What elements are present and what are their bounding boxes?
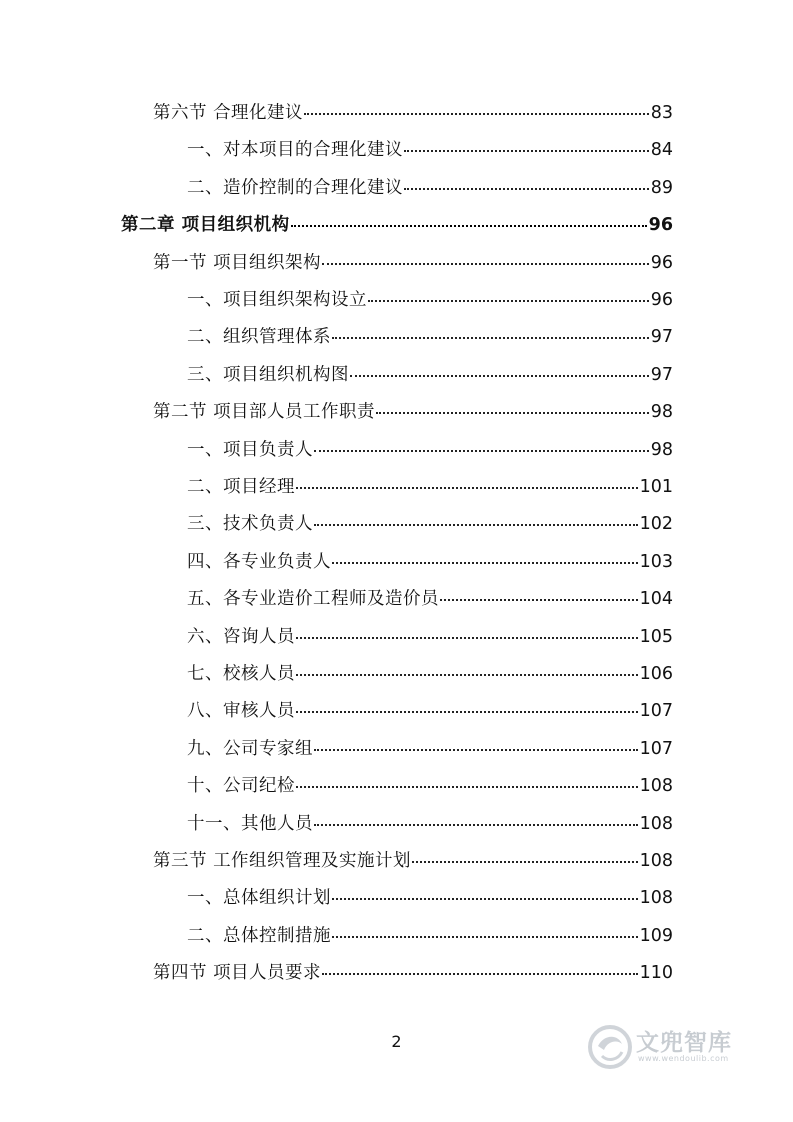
toc-entry-label: 第一节 项目组织架构 — [153, 252, 322, 273]
toc-entry-page: 96 — [650, 252, 673, 273]
toc-entry[interactable] — [187, 138, 673, 162]
toc-entry-page: 96 — [648, 215, 673, 236]
toc-entry[interactable] — [187, 587, 673, 611]
toc-entry[interactable] — [187, 512, 673, 536]
toc-dot-leader — [332, 337, 649, 339]
toc-entry-label: 第二节 项目部人员工作职责 — [153, 402, 376, 423]
toc-entry-label: 第二章 项目组织机构 — [121, 215, 290, 236]
watermark-brand: 文兜智库 — [636, 1030, 732, 1056]
toc-entry-page: 108 — [639, 813, 673, 834]
toc-dot-leader — [332, 562, 638, 564]
toc-entry[interactable] — [187, 699, 673, 723]
toc-entry-page: 108 — [639, 888, 673, 909]
toc-entry-page: 109 — [639, 925, 673, 946]
toc-entry[interactable] — [153, 400, 673, 424]
toc-entry-label: 五、各专业造价工程师及造价员 — [187, 589, 439, 610]
toc-entry-label: 一、项目组织架构设立 — [187, 290, 367, 310]
toc-dot-leader — [296, 487, 638, 489]
toc-dot-leader — [332, 936, 638, 938]
watermark — [588, 1018, 758, 1076]
toc-entry[interactable] — [187, 886, 673, 910]
toc-entry-label: 十、公司纪检 — [187, 776, 295, 797]
toc-entry-page: 104 — [639, 589, 673, 610]
toc-dot-leader — [291, 225, 647, 227]
toc-dot-leader — [314, 749, 638, 751]
toc-entry-page: 101 — [639, 477, 673, 497]
toc-entry-page: 108 — [639, 776, 673, 797]
toc-entry-label: 第三节 工作组织管理及实施计划 — [153, 851, 412, 871]
watermark-url: www.wendoulib.com — [638, 1054, 729, 1063]
toc-entry-label: 二、造价控制的合理化建议 — [187, 177, 403, 198]
toc-dot-leader — [296, 786, 638, 788]
toc-entry-label: 七、校核人员 — [187, 664, 295, 684]
toc-entry[interactable] — [187, 625, 673, 649]
toc-entry-label: 二、项目经理 — [187, 477, 295, 497]
toc-dot-leader — [368, 300, 649, 302]
toc-dot-leader — [440, 599, 638, 601]
toc-entry-page: 96 — [650, 290, 673, 310]
toc-entry-label: 四、各专业负责人 — [187, 551, 331, 572]
toc-dot-leader — [322, 263, 649, 265]
toc-entry-page: 105 — [639, 626, 673, 647]
toc-dot-leader — [322, 973, 638, 975]
toc-entry[interactable] — [187, 363, 673, 387]
toc-entry-page: 83 — [650, 103, 673, 123]
toc-entry[interactable] — [187, 774, 673, 798]
toc-entry[interactable] — [187, 812, 673, 836]
toc-dot-leader — [296, 711, 638, 713]
toc-entry-label: 九、公司专家组 — [187, 738, 313, 759]
toc-dot-leader — [376, 412, 649, 414]
toc-entry-label: 第六节 合理化建议 — [153, 103, 304, 123]
toc-entry-page: 102 — [639, 514, 673, 535]
toc-entry-page: 107 — [639, 701, 673, 722]
toc-entry-label: 一、对本项目的合理化建议 — [187, 140, 403, 161]
toc-entry-label: 二、总体控制措施 — [187, 925, 331, 946]
toc-entry-page: 84 — [650, 140, 673, 161]
toc-entry-page: 98 — [650, 402, 673, 423]
toc-entry-page: 97 — [650, 364, 673, 385]
toc-entry[interactable] — [187, 438, 673, 462]
toc-entry[interactable] — [187, 176, 673, 200]
toc-dot-leader — [314, 450, 649, 452]
toc-entry-label: 六、咨询人员 — [187, 626, 295, 647]
toc-dot-leader — [314, 824, 638, 826]
toc-entry[interactable] — [187, 737, 673, 761]
toc-dot-leader — [296, 674, 638, 676]
toc-entry-label: 一、项目负责人 — [187, 439, 313, 460]
toc-entry-label: 二、组织管理体系 — [187, 327, 331, 348]
toc-entry[interactable] — [187, 325, 673, 349]
page-number: 2 — [391, 1032, 402, 1051]
toc-entry[interactable] — [153, 101, 673, 125]
toc-entry[interactable] — [187, 288, 673, 312]
toc-entry[interactable] — [153, 961, 673, 985]
toc-dot-leader — [332, 898, 638, 900]
toc-entry-page: 106 — [639, 664, 673, 684]
toc-entry-label: 十一、其他人员 — [187, 813, 313, 834]
toc-dot-leader — [304, 113, 649, 115]
toc-entry[interactable] — [121, 213, 673, 237]
toc-entry[interactable] — [187, 662, 673, 686]
toc-entry-label: 三、技术负责人 — [187, 514, 313, 535]
toc-entry-page: 89 — [650, 177, 673, 198]
toc-entry-page: 108 — [639, 851, 673, 871]
toc-dot-leader — [412, 861, 638, 863]
toc-dot-leader — [350, 375, 649, 377]
toc-entry-page: 107 — [639, 738, 673, 759]
toc-entry-page: 97 — [650, 327, 673, 348]
toc-entry-page: 103 — [639, 551, 673, 572]
toc-dot-leader — [404, 150, 649, 152]
toc-entry-label: 三、项目组织机构图 — [187, 364, 349, 385]
toc-entry-page: 98 — [650, 439, 673, 460]
toc-entry-label: 第四节 项目人员要求 — [153, 963, 322, 984]
toc-entry[interactable] — [153, 849, 673, 873]
toc-dot-leader — [314, 524, 638, 526]
toc-entry[interactable] — [187, 550, 673, 574]
toc-entry-page: 110 — [639, 963, 673, 984]
toc-dot-leader — [404, 188, 649, 190]
toc-entry-label: 一、总体组织计划 — [187, 888, 331, 909]
toc-entry[interactable] — [187, 475, 673, 499]
toc-entry[interactable] — [187, 924, 673, 948]
toc-entry-label: 八、审核人员 — [187, 701, 295, 722]
toc-dot-leader — [296, 637, 638, 639]
toc-entry[interactable] — [153, 251, 673, 275]
watermark-logo-icon — [588, 1022, 632, 1072]
